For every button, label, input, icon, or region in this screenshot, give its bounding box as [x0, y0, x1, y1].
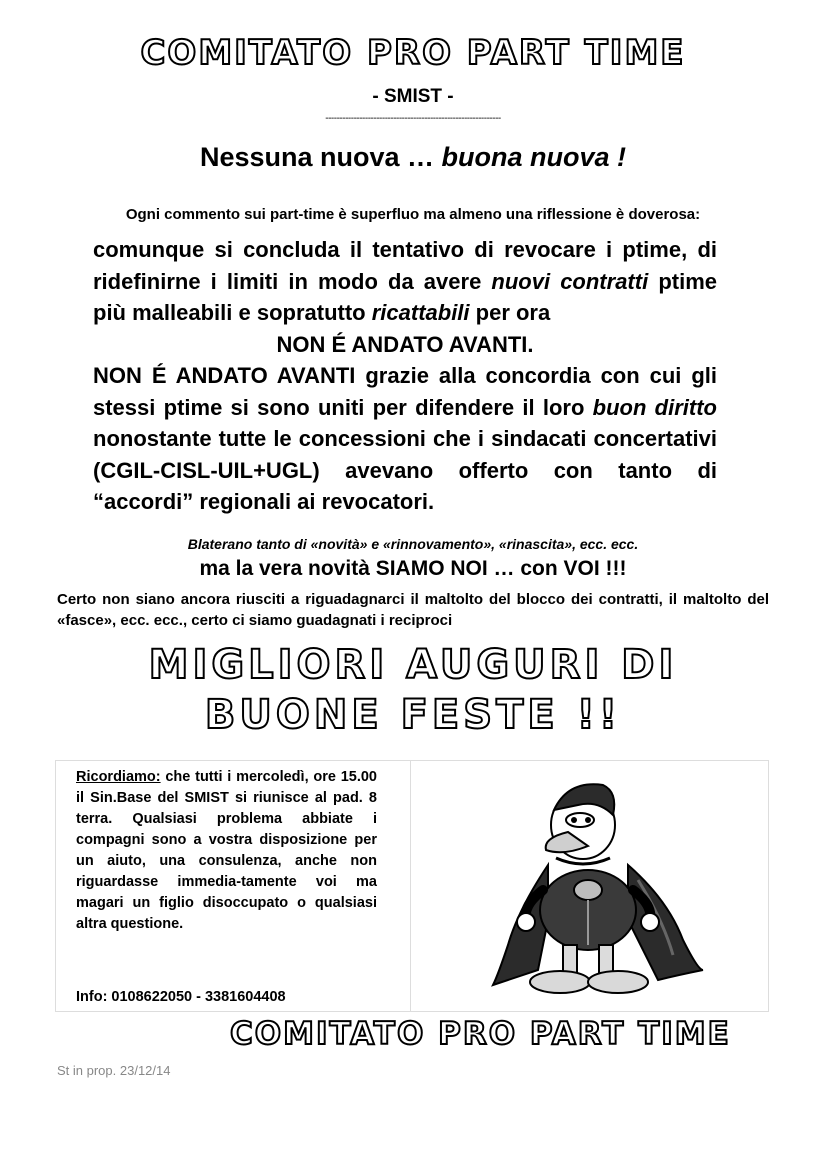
body-text-span: NON É ANDATO AVANTI grazie alla concordia con cui gli stessi ptime si sono uniti per difendere il loro: [93, 363, 717, 420]
subtitle: - SMIST -: [372, 86, 454, 107]
body-italic-span: nuovi contratti: [491, 268, 649, 294]
body-text-span: comunque si concluda il tentativo di revocare i ptime, di ridefinirne i limiti in modo da avere: [93, 237, 717, 294]
info-label: Ricordiamo:: [76, 769, 161, 785]
novita-statement: ma la vera novità SIAMO NOI … con VOI !!!: [199, 557, 627, 580]
body-paragraph-2: NON É ANDATO AVANTI.: [276, 331, 534, 357]
headline: [0, 142, 826, 173]
body-text-span: nonostante tutte le concessioni che i sindacati concertativi (CGIL-CISL-UIL+UGL) avevano offerto con tanto di “accordi” regionali ai revocatori.: [93, 426, 717, 514]
body-italic-span: buon diritto: [592, 394, 717, 420]
divider: --------------------------------------------------------------: [325, 113, 501, 124]
body-text: [93, 234, 717, 518]
headline-part-2: buona nuova !: [441, 142, 627, 172]
info-box-divider: [410, 760, 411, 1012]
greeting-line-1: MIGLIORI AUGURI DI: [148, 642, 678, 688]
intro-text: Ogni commento sui part-time è superfluo ma almeno una riflessione è doverosa:: [125, 206, 701, 223]
footer-title: COMITATO PRO PART TIME: [230, 1016, 731, 1052]
body-text-span: per ora: [469, 300, 551, 325]
info-body: che tutti i mercoledì, ore 15.00 il Sin.Base del SMIST si riunisce al pad. 8 terra. Qualsiasi problema abbiate i compagni sono a vostra disposizione per un aiuto, una consulenza, anche non riguardasse immedia-tamente voi ma magari un figlio disoccupato o qualsiasi altra questione.: [76, 769, 377, 932]
info-contact: Info: 0108622050 - 3381604408: [76, 989, 286, 1005]
body-text-span: ptime più malleabili e sopratutto: [93, 268, 717, 325]
footer-note: St in prop. 23/12/14: [57, 1063, 171, 1078]
page-title: COMITATO PRO PART TIME: [140, 33, 686, 73]
greeting-line-2: BUONE FESTE !!: [204, 692, 622, 738]
body-italic-span: ricattabili: [371, 300, 470, 325]
info-text: [76, 767, 377, 935]
headline-part-1: Nessuna nuova …: [199, 142, 442, 172]
body-paragraph-3: [93, 360, 717, 518]
body-paragraph-1: [93, 234, 717, 329]
tagline: Blaterano tanto di «novità» e «rinnovamento», «rinascita», ecc. ecc.: [187, 536, 639, 552]
closing-paragraph: Certo non siano ancora riusciti a riguadagnarci il maltolto del blocco dei contratti, il maltolto del «fasce», ecc. ecc., certo ci siamo guadagnati i reciproci: [57, 591, 769, 629]
cartoon-duck-superhero-icon: [478, 770, 708, 1006]
